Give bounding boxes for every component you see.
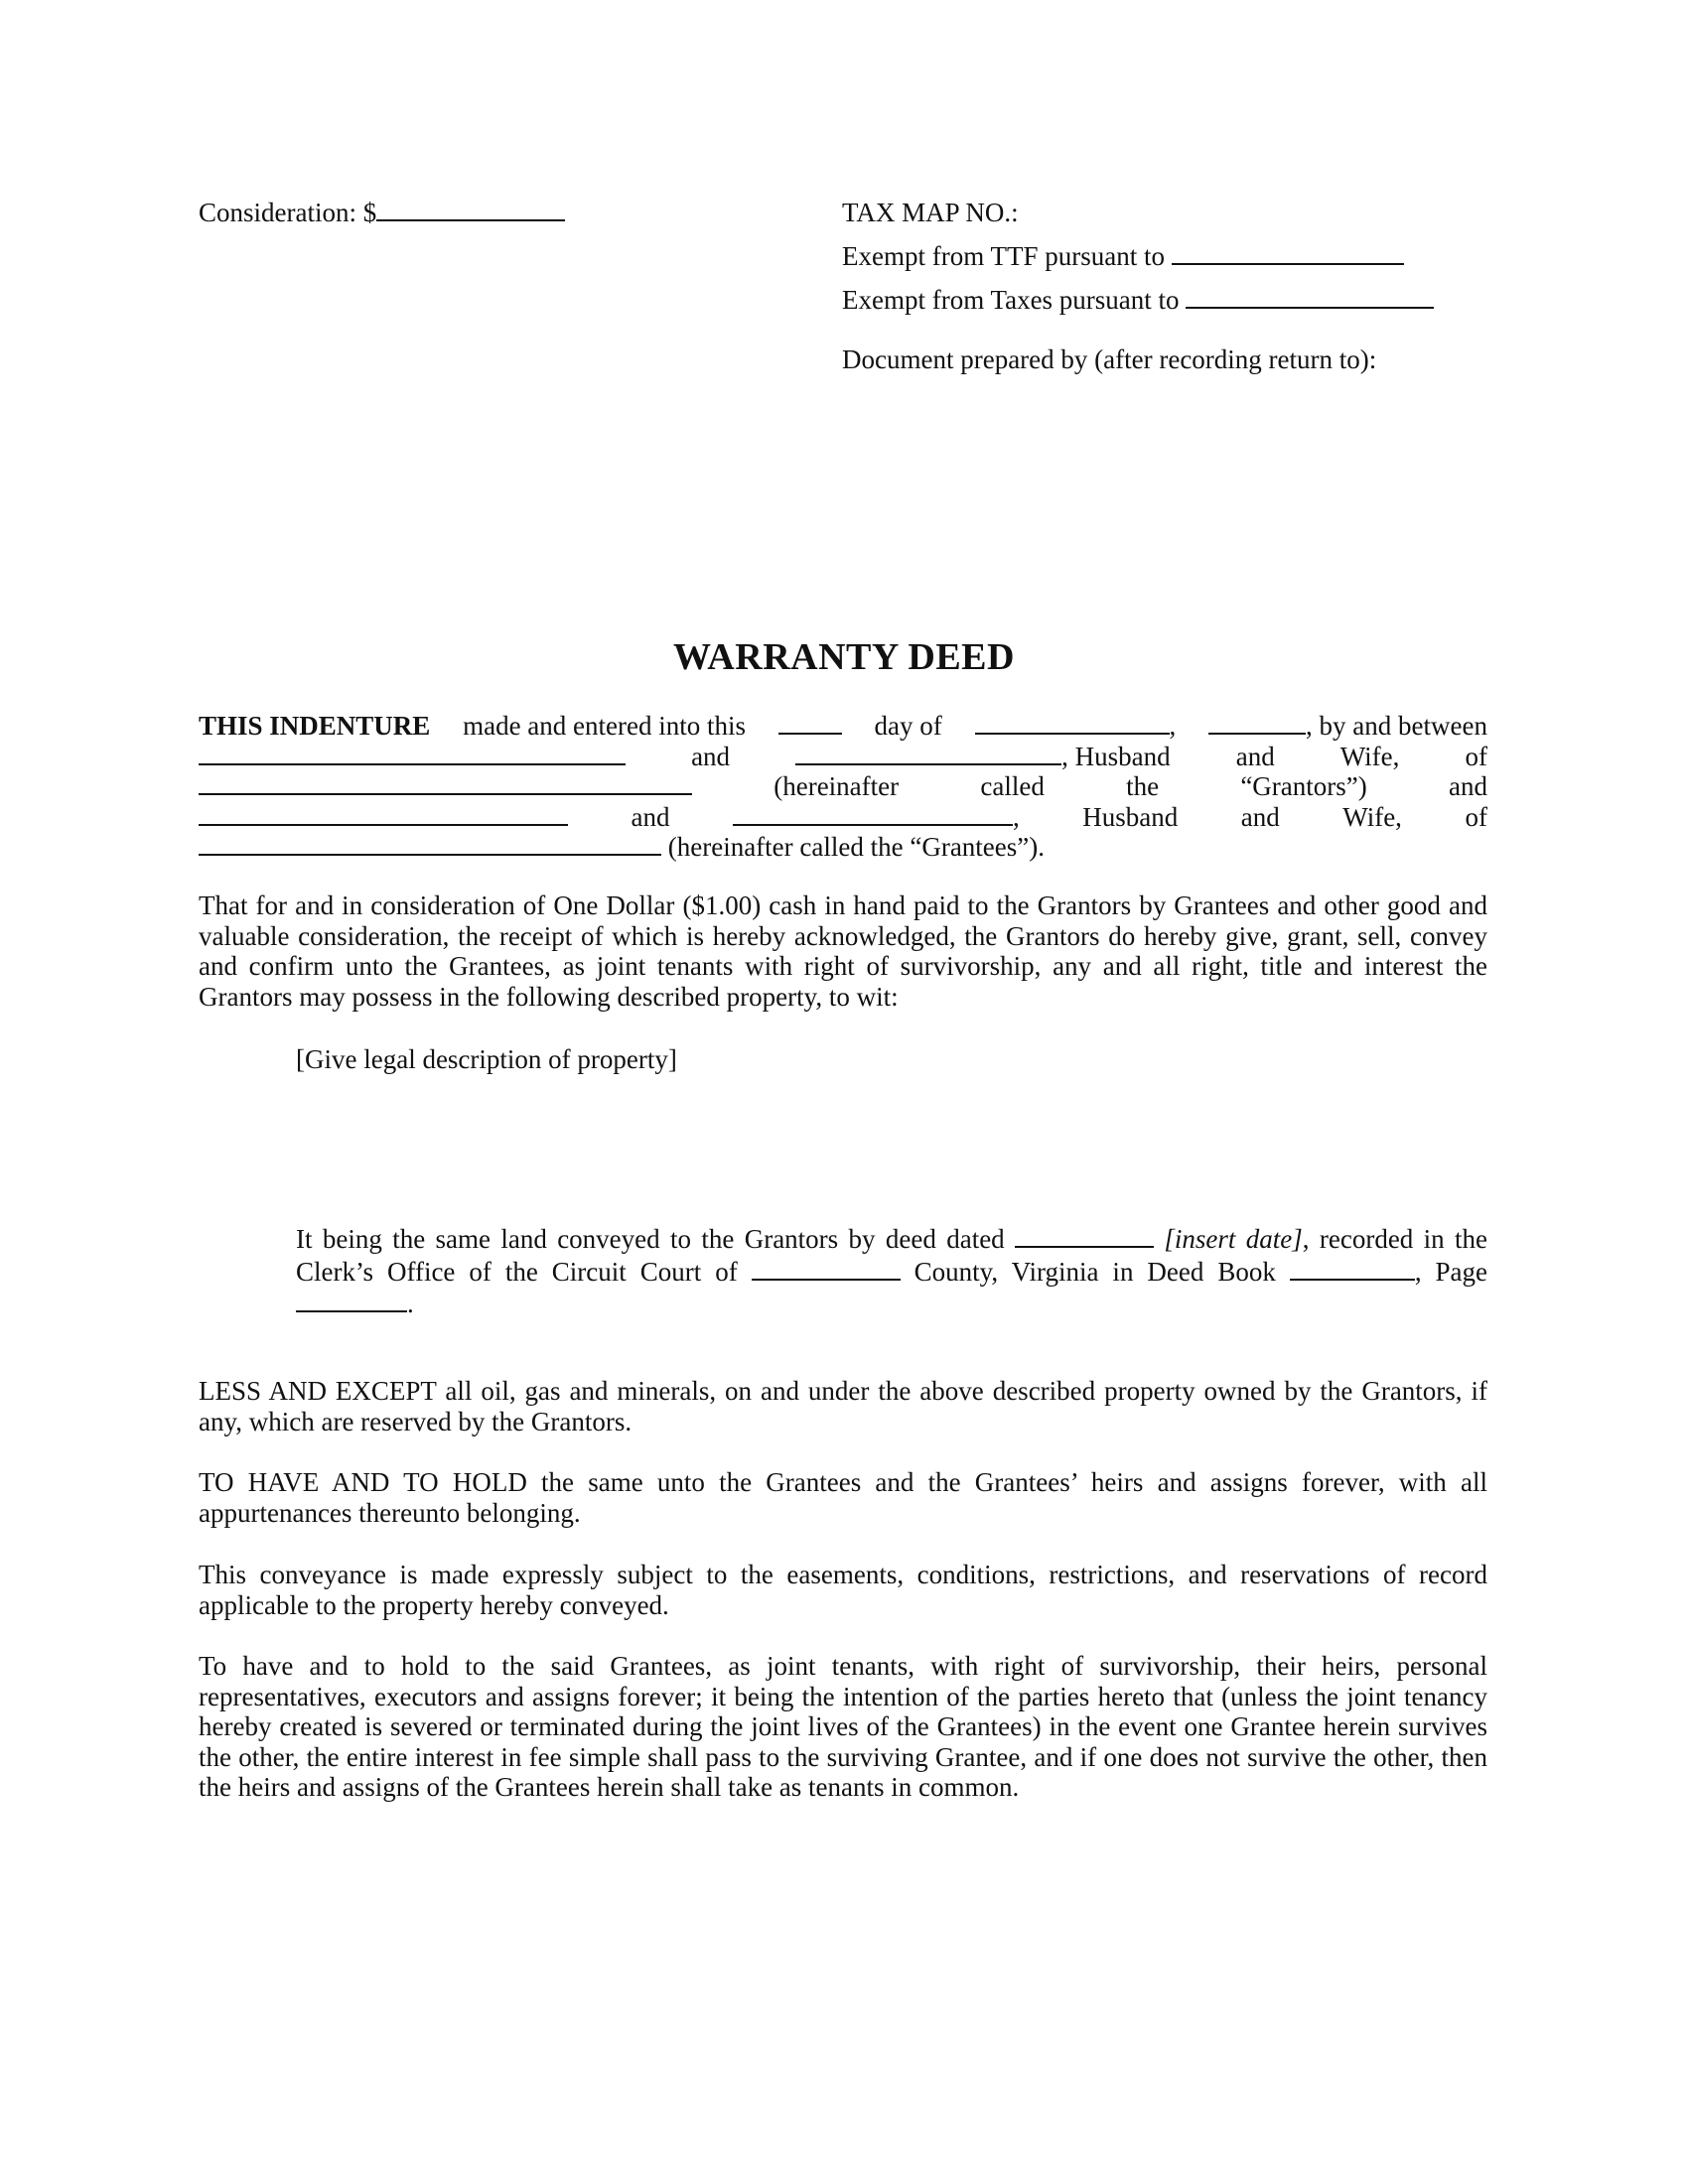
grantees-address-blank[interactable]: [199, 830, 661, 856]
indenture-and-1: and: [691, 741, 731, 771]
deed-date-blank[interactable]: [1015, 1222, 1154, 1248]
less-and-except-paragraph: LESS AND EXCEPT all oil, gas and minerals, on and under the above described property owned by the Grantors, if any, which are reserved by the Grantors.: [199, 1376, 1487, 1436]
indenture-row-1: [199, 709, 1487, 740]
consideration-blank[interactable]: [376, 196, 565, 221]
same-land-text-1: It being the same land conveyed to the Grantors by deed dated: [296, 1224, 1005, 1254]
indenture-and-2: and: [1235, 741, 1275, 771]
legal-description-placeholder: [Give legal description of property]: [296, 1044, 677, 1074]
indenture-grantors: “Grantors”): [1240, 771, 1367, 801]
insert-date-note: [insert date]: [1164, 1224, 1303, 1254]
indenture-and-5: and: [1240, 801, 1280, 832]
indenture-row-5: [199, 830, 1487, 861]
prepared-by-label: Document prepared by (after recording return to):: [842, 344, 1377, 374]
indenture-and-3: and: [1448, 771, 1487, 801]
indenture-comma: ,: [1169, 711, 1177, 741]
consideration-line: [199, 191, 565, 234]
deed-book-blank[interactable]: [1290, 1255, 1415, 1281]
conveyance-paragraph: This conveyance is made expressly subject to the easements, conditions, restrictions, and reservations of record applicable to the property hereby conveyed.: [199, 1560, 1487, 1620]
indenture-made: made and entered into this: [463, 711, 746, 741]
indenture-block: [199, 709, 1487, 861]
exempt-taxes-line: [842, 278, 1434, 322]
consideration-paragraph: That for and in consideration of One Dollar ($1.00) cash in hand paid to the Grantors by Grantees and other good and valuable consideration, the receipt of which is hereby acknowledged, the Grantors do hereby give, grant, sell, convey and confirm unto the Grantees, as joint tenants with right of survivorship, any and all right, title and interest the Grantors may possess in the following described property, to wit:: [199, 890, 1487, 1012]
to-have-and-to-hold-paragraph: TO HAVE AND TO HOLD the same unto the Grantees and the Grantees’ heirs and assigns forever, with all appurtenances thereunto belonging.: [199, 1467, 1487, 1528]
indenture-row-2: [199, 740, 1487, 770]
indenture-hereinafter: (hereinafter: [774, 771, 900, 801]
indenture-grantees: (hereinafter called the “Grantees”).: [667, 832, 1046, 862]
same-land-paragraph: [296, 1222, 1487, 1319]
indenture-called: called: [980, 771, 1045, 801]
exempt-taxes-label: Exempt from Taxes pursuant to: [842, 285, 1180, 315]
same-land-text-3: County, Virginia in Deed Book: [914, 1256, 1276, 1287]
tax-map-label: TAX MAP NO.:: [842, 198, 1019, 227]
indenture-husband-2: Husband: [1082, 801, 1179, 832]
indenture-row-3: [199, 769, 1487, 800]
indenture-and-4: and: [631, 801, 670, 832]
indenture-by-and-between: , by and between: [1306, 711, 1487, 741]
page-blank[interactable]: [296, 1287, 407, 1312]
indenture-wife-2: Wife,: [1342, 801, 1402, 832]
indenture-the: the: [1126, 771, 1160, 801]
day-blank[interactable]: [778, 709, 842, 735]
indenture-row-4: [199, 800, 1487, 831]
grantee-2-blank[interactable]: [733, 800, 1013, 826]
county-blank[interactable]: [752, 1255, 901, 1281]
same-land-page: , Page: [1414, 1256, 1488, 1287]
indenture-wife-1: Wife,: [1339, 741, 1400, 771]
indenture-of-1: of: [1465, 741, 1487, 771]
document-title: WARRANTY DEED: [673, 636, 1015, 678]
grantee-1-blank[interactable]: [199, 800, 568, 826]
consideration-label: Consideration: $: [199, 198, 377, 227]
grantor-2-blank[interactable]: [795, 740, 1061, 765]
indenture-day-of: day of: [874, 711, 942, 741]
month-blank[interactable]: [975, 709, 1170, 735]
year-blank[interactable]: [1208, 709, 1306, 735]
same-land-end: .: [407, 1289, 414, 1318]
indenture-lead: THIS INDENTURE: [199, 711, 431, 741]
grantors-address-blank[interactable]: [199, 769, 692, 795]
same-land-text-2: , recorded in the Clerk’s Office of the Circuit Court of: [296, 1224, 1488, 1287]
indenture-husband-1: , Husband: [1061, 741, 1171, 771]
exempt-ttf-label: Exempt from TTF pursuant to: [842, 241, 1165, 271]
survivorship-paragraph: To have and to hold to the said Grantees, as joint tenants, with right of survivorship, their heirs, personal representatives, executors and assigns forever; it being the intention of the parties hereto that (unless the joint tenancy hereby created is severed or terminated during the joint lives of the Grantees) in the event one Grantee herein survives the other, the entire interest in fee simple shall pass to the surviving Grantee, and if one does not survive the other, then the heirs and assigns of the Grantees herein shall take as tenants in common.: [199, 1651, 1487, 1802]
exempt-taxes-blank[interactable]: [1186, 283, 1434, 309]
exempt-ttf-line: [842, 234, 1404, 278]
indenture-of-2: of: [1465, 801, 1487, 832]
indenture-comma-2: ,: [1013, 801, 1020, 832]
grantor-1-blank[interactable]: [199, 740, 626, 765]
exempt-ttf-blank[interactable]: [1172, 239, 1404, 265]
